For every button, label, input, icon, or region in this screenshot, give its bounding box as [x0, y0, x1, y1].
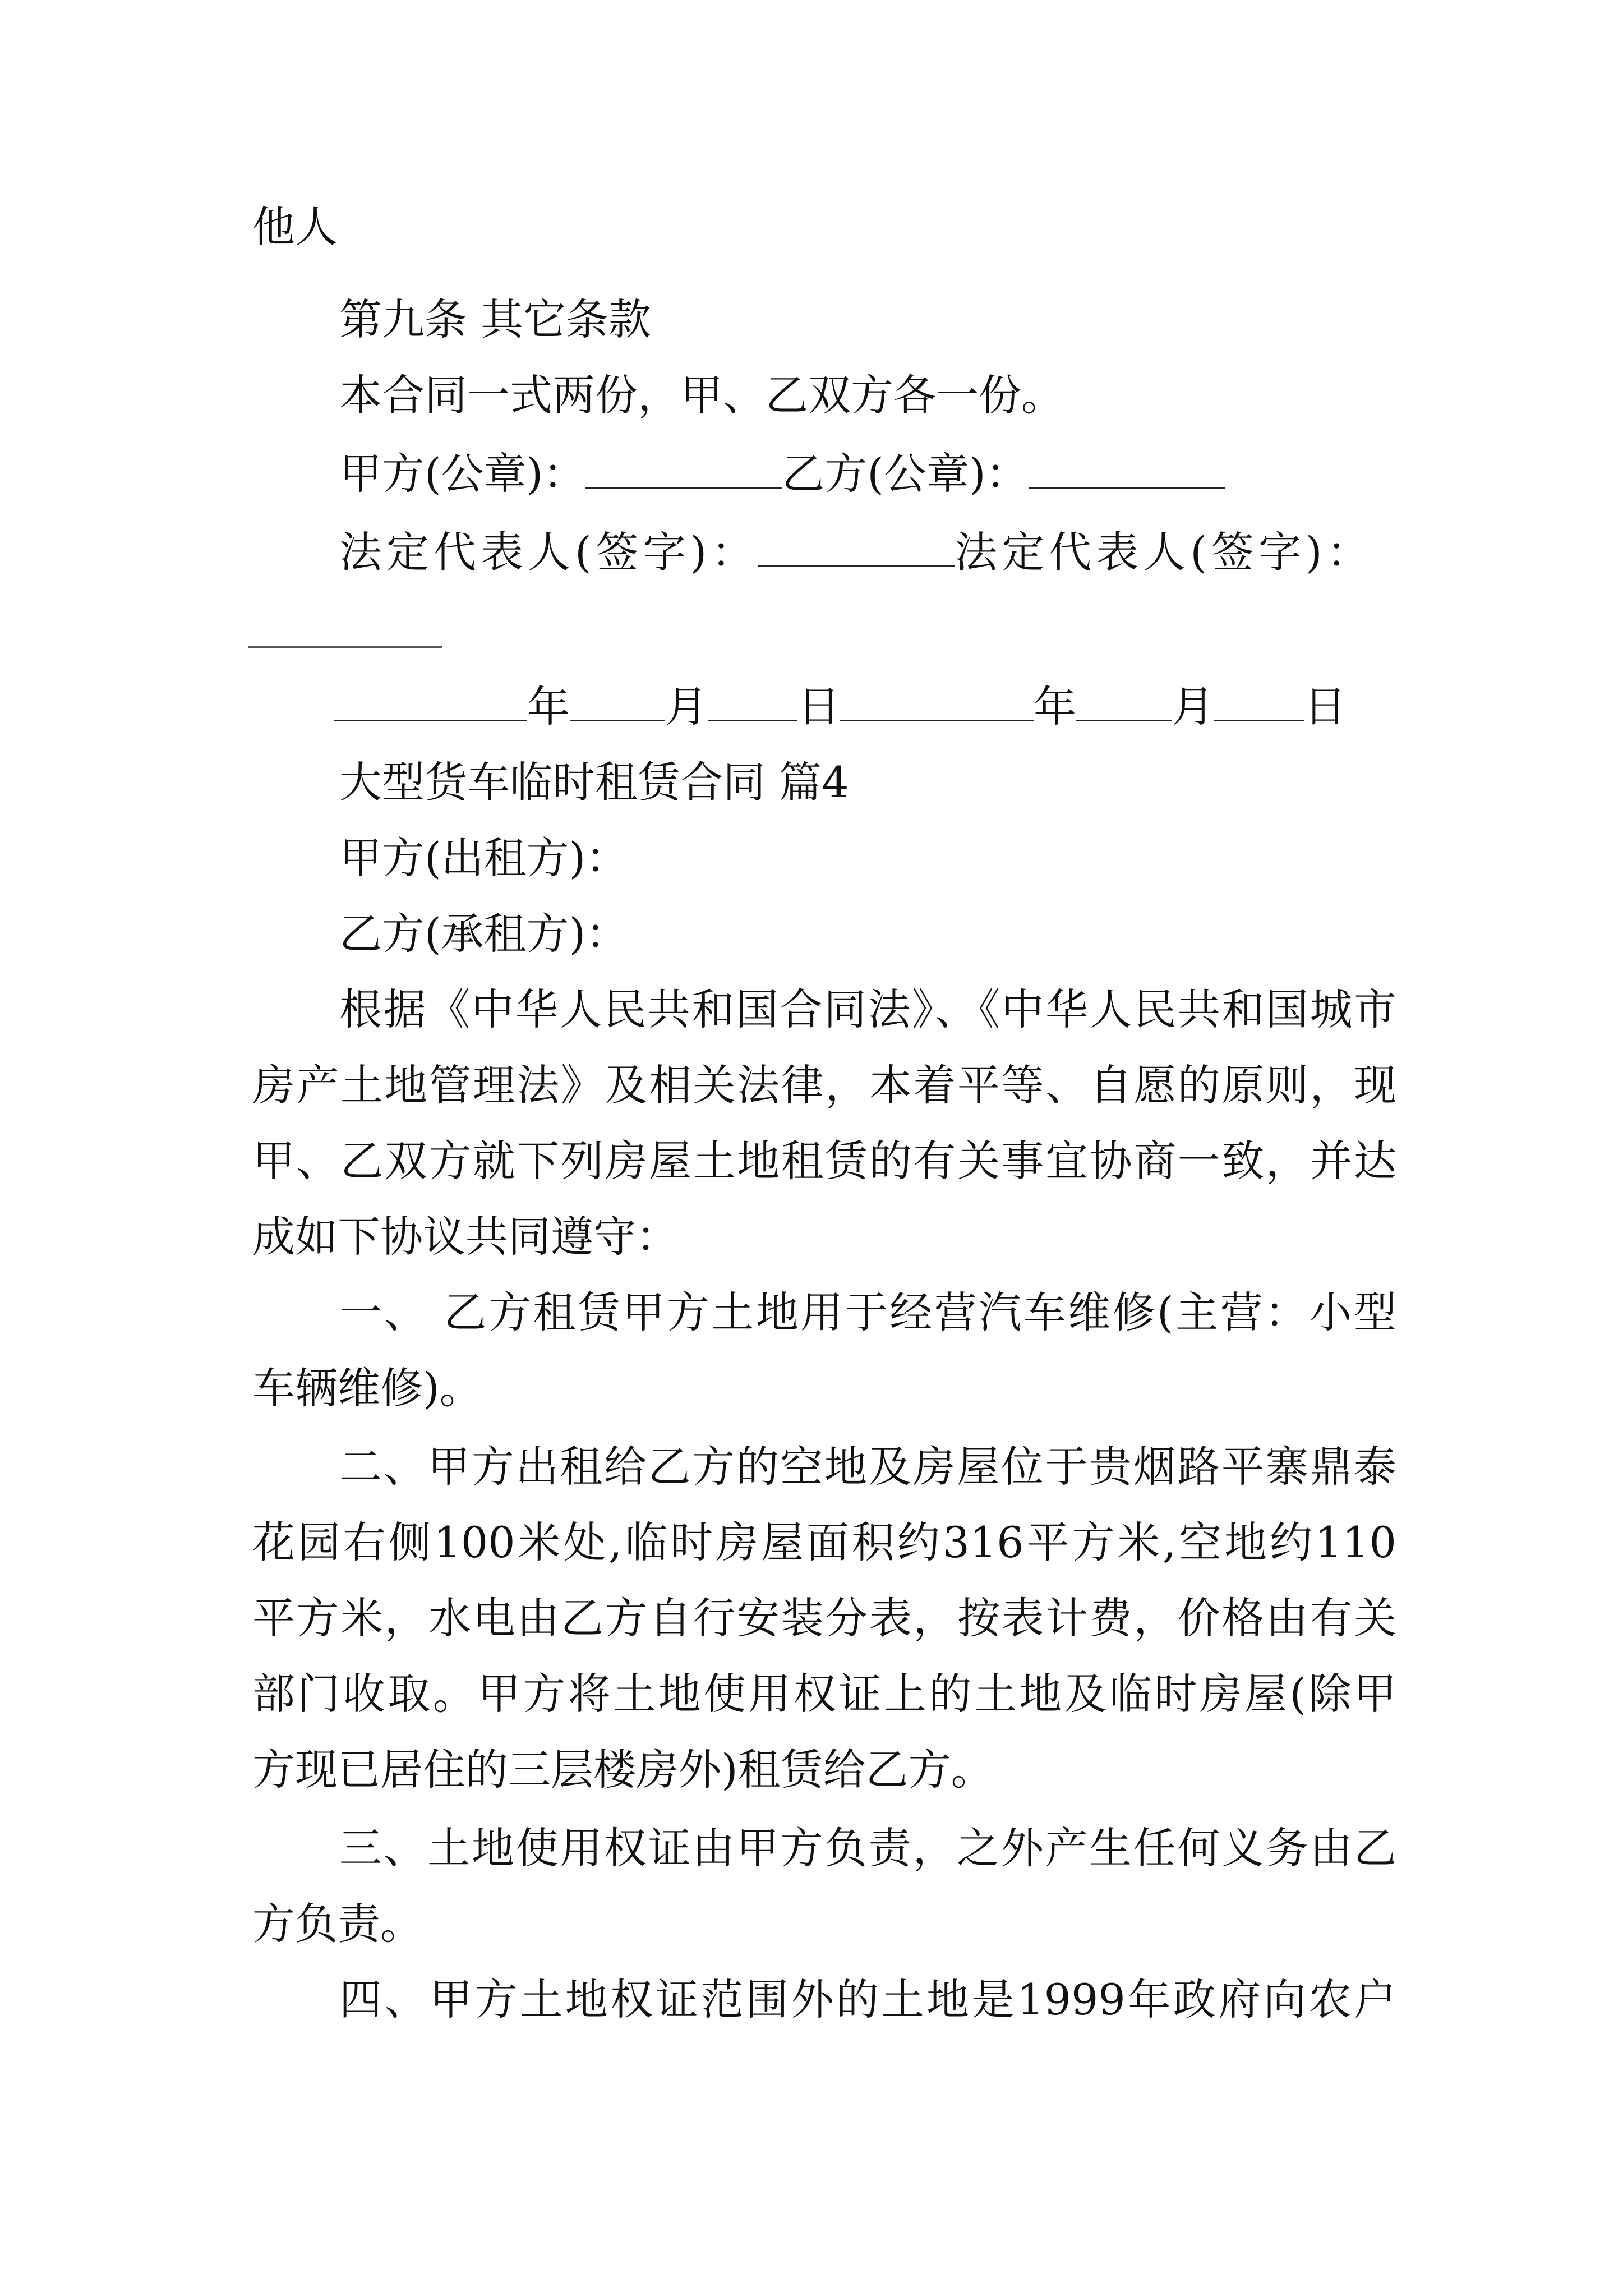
signature-line [339, 524, 1396, 581]
year-blank-2 [840, 680, 1034, 721]
paragraph-line: 一、 乙方租赁甲方土地用于经营汽车维修(主营：小型 [339, 1287, 1396, 1337]
day-label: 日 [797, 682, 840, 731]
party-b-seal-blank [1029, 448, 1225, 489]
month-label: 月 [665, 682, 708, 731]
party-a-line: 甲方(出租方)： [339, 833, 629, 883]
paragraph-line: 甲、乙双方就下列房屋土地租赁的有关事宜协商一致，并达 [252, 1136, 1396, 1186]
month-label-2: 月 [1172, 682, 1214, 731]
paragraph-line: 方现已居住的三层楼房外)租赁给乙方。 [252, 1745, 994, 1795]
party-a-rep-blank [758, 526, 955, 567]
signature-blank-continued [248, 646, 442, 648]
year-label-2: 年 [1034, 682, 1076, 731]
paragraph-line: 根据《中华人民共和国合同法》、《中华人民共和国城市 [339, 984, 1396, 1034]
paragraph-line: 平方米，水电由乙方自行安装分表，按表计费，价格由有关 [252, 1593, 1396, 1643]
paragraph-line: 花园右侧100米处,临时房屋面积约316平方米,空地约110 [252, 1517, 1396, 1567]
paragraph-line: 三、土地使用权证由甲方负责，之外产生任何义务由乙 [339, 1823, 1396, 1873]
paragraph-line: 车辆维修)。 [252, 1363, 482, 1413]
text-line: 本合同一式两份，甲、乙双方各一份。 [339, 370, 1064, 420]
party-a-rep-label: 法定代表人(签字)： [339, 527, 759, 577]
day-blank [708, 680, 797, 721]
year-label: 年 [527, 682, 570, 731]
party-b-seal-label: 乙方(公章)： [782, 449, 1029, 499]
month-blank [570, 680, 665, 721]
paragraph-line: 方负责。 [252, 1899, 423, 1949]
party-b-rep-label: 法定代表人(签字)： [955, 527, 1374, 577]
party-a-seal-blank [585, 448, 782, 489]
paragraph-line: 房产土地管理法》及相关法律，本着平等、自愿的原则，现 [252, 1060, 1396, 1110]
paragraph-line: 四、甲方土地权证范围外的土地是1999年政府向农户 [339, 1975, 1396, 2024]
contract-title: 大型货车临时租赁合同 篇4 [339, 757, 849, 807]
day-blank-2 [1214, 680, 1304, 721]
month-blank-2 [1076, 680, 1172, 721]
date-line [334, 679, 1478, 735]
seal-line [339, 446, 1396, 502]
clause-heading: 第九条 其它条款 [339, 295, 652, 344]
party-b-line: 乙方(承租方)： [339, 909, 629, 959]
party-a-seal-label: 甲方(公章)： [339, 449, 586, 499]
text-line: 他人 [252, 202, 338, 252]
year-blank [334, 680, 527, 721]
paragraph-line: 成如下协议共同遵守： [252, 1212, 679, 1262]
paragraph-line: 二、甲方出租给乙方的空地及房屋位于贵烟路平寨鼎泰 [339, 1442, 1396, 1492]
day-label-2: 日 [1304, 682, 1347, 731]
paragraph-line: 部门收取。甲方将土地使用权证上的土地及临时房屋(除甲 [252, 1669, 1396, 1719]
